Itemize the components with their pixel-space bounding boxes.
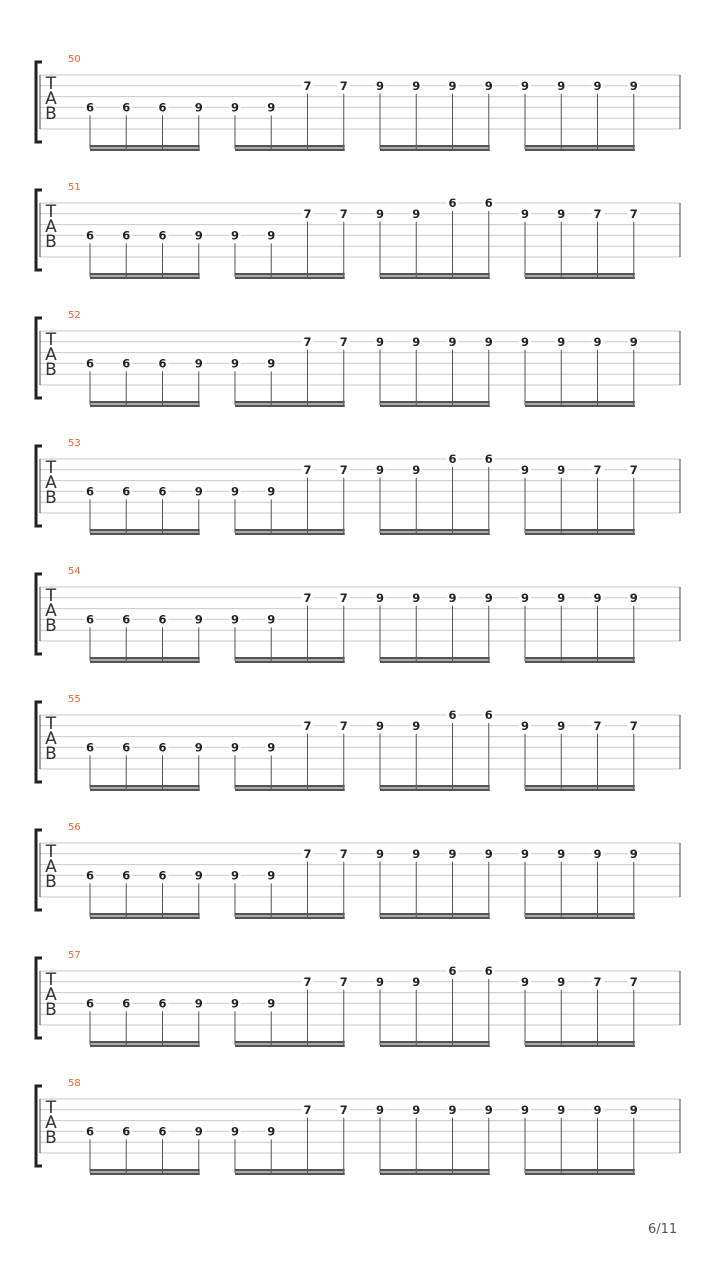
beam — [235, 661, 345, 664]
beam — [525, 405, 635, 408]
beam — [90, 913, 200, 916]
beam — [525, 785, 635, 788]
fret-number: 9 — [520, 846, 530, 861]
fret-number: 9 — [448, 1102, 457, 1117]
fret-number: 9 — [267, 356, 276, 371]
tab-clef-letter: B — [45, 1128, 57, 1148]
fret-number: 9 — [375, 974, 385, 989]
beam — [235, 273, 345, 276]
beam — [380, 273, 490, 276]
fret-number: 6 — [122, 100, 131, 115]
beam — [380, 401, 490, 404]
tab-clef-letter: T — [45, 842, 57, 862]
fret-number: 6 — [448, 196, 457, 210]
fret-number: 6 — [158, 740, 167, 755]
tab-clef-letter: T — [45, 586, 57, 606]
beam — [235, 405, 345, 408]
beam — [380, 1169, 490, 1172]
measure-number: 58 — [68, 1078, 81, 1089]
beam — [90, 405, 200, 408]
fret-number: 7 — [303, 206, 312, 221]
measure-number: 57 — [68, 950, 81, 961]
tab-clef-letter: T — [45, 970, 57, 990]
fret-number: 9 — [629, 590, 638, 605]
fret-number: 6 — [122, 484, 131, 499]
beam — [90, 1169, 200, 1172]
beam — [90, 661, 200, 664]
beam — [235, 1045, 345, 1048]
fret-number: 9 — [267, 740, 276, 755]
system-bracket — [36, 62, 42, 142]
tab-clef-letter: B — [45, 1000, 57, 1020]
beam — [525, 401, 635, 404]
measure-number: 52 — [68, 310, 81, 321]
fret-number: 9 — [557, 846, 566, 861]
fret-number: 9 — [267, 996, 276, 1011]
fret-number: 6 — [122, 228, 131, 243]
fret-number: 7 — [339, 846, 348, 861]
fret-number: 7 — [339, 78, 348, 93]
beam — [525, 789, 635, 792]
fret-number: 9 — [375, 206, 385, 221]
fret-number: 7 — [339, 1102, 348, 1117]
fret-number: 9 — [412, 974, 421, 989]
system-bracket — [36, 830, 42, 910]
tab-clef-letter: A — [45, 857, 57, 877]
fret-number: 9 — [484, 334, 493, 349]
beam — [525, 273, 635, 276]
fret-number: 9 — [593, 1102, 602, 1117]
beam — [90, 657, 200, 660]
fret-number: 9 — [412, 846, 421, 861]
fret-number: 9 — [194, 100, 203, 115]
system-bracket — [36, 1086, 42, 1166]
measure-number: 54 — [68, 566, 81, 577]
tab-system — [36, 566, 680, 663]
beam — [525, 529, 635, 532]
beam — [90, 533, 200, 536]
beam — [235, 657, 345, 660]
fret-number: 6 — [158, 228, 167, 243]
fret-number: 9 — [194, 740, 203, 755]
fret-number: 9 — [412, 718, 421, 733]
fret-number: 9 — [557, 718, 566, 733]
beam — [235, 1041, 345, 1044]
fret-number: 6 — [158, 868, 167, 883]
fret-number: 9 — [448, 78, 457, 93]
fret-number: 9 — [194, 228, 203, 243]
fret-number: 7 — [303, 334, 312, 349]
beam — [90, 273, 200, 276]
fret-number: 9 — [267, 228, 276, 243]
fret-number: 9 — [194, 868, 203, 883]
tab-system — [36, 694, 680, 791]
tab-system — [36, 310, 680, 407]
fret-number: 9 — [194, 1124, 203, 1139]
fret-number: 9 — [448, 590, 457, 605]
tab-system — [36, 438, 680, 535]
beam — [380, 149, 490, 152]
fret-number: 6 — [122, 868, 131, 883]
fret-number: 9 — [593, 846, 602, 861]
fret-number: 9 — [520, 462, 530, 477]
fret-number: 9 — [194, 612, 203, 627]
tab-clef-letter: T — [45, 714, 57, 734]
fret-number: 6 — [448, 452, 457, 466]
fret-number: 9 — [448, 846, 457, 861]
fret-number: 9 — [593, 334, 602, 349]
tab-clef-letter: T — [45, 74, 57, 94]
fret-number: 6 — [122, 996, 131, 1011]
beam — [380, 1173, 490, 1176]
fret-number: 6 — [158, 356, 167, 371]
fret-number: 7 — [303, 974, 312, 989]
fret-number: 6 — [484, 708, 493, 722]
measure-number: 53 — [68, 438, 81, 449]
beam — [235, 277, 345, 280]
tab-clef-letter: A — [45, 729, 57, 749]
measure-number: 51 — [68, 182, 81, 193]
fret-number: 7 — [339, 334, 348, 349]
fret-number: 9 — [230, 740, 240, 755]
fret-number: 9 — [267, 612, 276, 627]
beam — [90, 1173, 200, 1176]
fret-number: 9 — [629, 78, 638, 93]
tab-clef-letter: B — [45, 872, 57, 892]
fret-number: 9 — [557, 1102, 566, 1117]
fret-number: 9 — [520, 334, 530, 349]
fret-number: 9 — [230, 100, 240, 115]
beam — [90, 145, 200, 148]
system-bracket — [36, 574, 42, 654]
fret-number: 9 — [375, 462, 385, 477]
fret-number: 9 — [557, 974, 566, 989]
fret-number: 9 — [267, 484, 276, 499]
beam — [235, 149, 345, 152]
fret-number: 6 — [122, 356, 131, 371]
fret-number: 6 — [158, 484, 167, 499]
beam — [90, 401, 200, 404]
beam — [380, 1041, 490, 1044]
beam — [380, 785, 490, 788]
fret-number: 9 — [412, 206, 421, 221]
beam — [235, 917, 345, 920]
tab-clef-letter: T — [45, 1098, 57, 1118]
tab-system — [36, 182, 680, 279]
fret-number: 9 — [520, 974, 530, 989]
fret-number: 9 — [230, 996, 240, 1011]
fret-number: 9 — [520, 718, 530, 733]
system-bracket — [36, 190, 42, 270]
fret-number: 6 — [85, 868, 95, 883]
fret-number: 9 — [267, 100, 276, 115]
fret-number: 7 — [629, 974, 638, 989]
fret-number: 6 — [85, 612, 95, 627]
tab-clef-letter: T — [45, 202, 57, 222]
fret-number: 9 — [484, 78, 493, 93]
beam — [380, 1045, 490, 1048]
fret-number: 9 — [194, 356, 203, 371]
fret-number: 9 — [412, 78, 421, 93]
fret-number: 9 — [230, 868, 240, 883]
fret-number: 9 — [520, 206, 530, 221]
beam — [525, 533, 635, 536]
fret-number: 9 — [484, 846, 493, 861]
beam — [380, 789, 490, 792]
beam — [235, 1173, 345, 1176]
fret-number: 6 — [85, 484, 95, 499]
fret-number: 9 — [557, 462, 566, 477]
fret-number: 6 — [158, 996, 167, 1011]
fret-number: 7 — [593, 206, 602, 221]
fret-number: 6 — [158, 100, 167, 115]
page-number: 6/11 — [648, 1222, 678, 1237]
beam — [235, 401, 345, 404]
tab-system — [36, 822, 680, 919]
fret-number: 6 — [85, 1124, 95, 1139]
beam — [235, 789, 345, 792]
tab-clef-letter: B — [45, 232, 57, 252]
beam — [90, 917, 200, 920]
beam — [525, 145, 635, 148]
fret-number: 6 — [122, 740, 131, 755]
fret-number: 9 — [375, 1102, 385, 1117]
tab-clef-letter: T — [45, 458, 57, 478]
tab-system — [36, 54, 680, 151]
system-bracket — [36, 318, 42, 398]
tab-clef-letter: B — [45, 104, 57, 124]
beam — [525, 657, 635, 660]
beam — [90, 529, 200, 532]
tab-clef-letter: A — [45, 1113, 57, 1133]
fret-number: 6 — [85, 228, 95, 243]
tab-clef-letter: B — [45, 360, 57, 380]
tab-clef-letter: A — [45, 985, 57, 1005]
fret-number: 9 — [629, 334, 638, 349]
beam — [380, 405, 490, 408]
tab-clef-letter: B — [45, 488, 57, 508]
beam — [525, 1173, 635, 1176]
system-bracket — [36, 446, 42, 526]
fret-number: 9 — [520, 78, 530, 93]
tab-clef-letter: B — [45, 744, 57, 764]
fret-number: 9 — [593, 78, 602, 93]
fret-number: 6 — [158, 612, 167, 627]
fret-number: 9 — [557, 334, 566, 349]
tab-clef-letter: T — [45, 330, 57, 350]
beam — [235, 533, 345, 536]
fret-number: 7 — [339, 718, 348, 733]
beam — [90, 1041, 200, 1044]
fret-number: 7 — [339, 206, 348, 221]
measure-number: 56 — [68, 822, 81, 833]
beam — [380, 657, 490, 660]
fret-number: 9 — [375, 590, 385, 605]
fret-number: 7 — [303, 718, 312, 733]
fret-number: 9 — [520, 590, 530, 605]
tab-system — [36, 1078, 680, 1175]
fret-number: 9 — [484, 1102, 493, 1117]
fret-number: 9 — [557, 590, 566, 605]
beam — [380, 277, 490, 280]
beam — [235, 785, 345, 788]
fret-number: 9 — [267, 1124, 276, 1139]
beam — [90, 785, 200, 788]
fret-number: 9 — [375, 718, 385, 733]
beam — [235, 145, 345, 148]
beam — [235, 1169, 345, 1172]
measure-number: 50 — [68, 54, 81, 65]
fret-number: 6 — [484, 196, 493, 210]
fret-number: 6 — [448, 964, 457, 978]
fret-number: 7 — [303, 590, 312, 605]
fret-number: 9 — [412, 1102, 421, 1117]
fret-number: 9 — [194, 996, 203, 1011]
beam — [525, 661, 635, 664]
fret-number: 9 — [230, 228, 240, 243]
fret-number: 6 — [85, 740, 95, 755]
fret-number: 9 — [448, 334, 457, 349]
beam — [235, 529, 345, 532]
fret-number: 6 — [122, 612, 131, 627]
beam — [525, 1169, 635, 1172]
system-bracket — [36, 702, 42, 782]
fret-number: 9 — [267, 868, 276, 883]
tab-system — [36, 950, 680, 1047]
tab-clef-letter: A — [45, 601, 57, 621]
beam — [380, 533, 490, 536]
fret-number: 9 — [230, 484, 240, 499]
fret-number: 9 — [629, 1102, 638, 1117]
tab-clef-letter: B — [45, 616, 57, 636]
fret-number: 9 — [375, 78, 385, 93]
system-bracket — [36, 958, 42, 1038]
beam — [90, 789, 200, 792]
fret-number: 7 — [593, 462, 602, 477]
fret-number: 7 — [303, 78, 312, 93]
beam — [380, 529, 490, 532]
fret-number: 9 — [557, 206, 566, 221]
tab-clef-letter: A — [45, 473, 57, 493]
beam — [90, 149, 200, 152]
fret-number: 7 — [303, 1102, 312, 1117]
fret-number: 9 — [230, 612, 240, 627]
beam — [525, 1041, 635, 1044]
fret-number: 9 — [629, 846, 638, 861]
fret-number: 9 — [412, 590, 421, 605]
beam — [380, 145, 490, 148]
fret-number: 7 — [339, 590, 348, 605]
fret-number: 6 — [85, 100, 95, 115]
fret-number: 9 — [412, 334, 421, 349]
fret-number: 6 — [85, 356, 95, 371]
fret-number: 9 — [375, 846, 385, 861]
beam — [235, 913, 345, 916]
tab-clef-letter: A — [45, 345, 57, 365]
fret-number: 9 — [230, 356, 240, 371]
fret-number: 7 — [593, 974, 602, 989]
fret-number: 6 — [158, 1124, 167, 1139]
fret-number: 6 — [484, 452, 493, 466]
tab-clef-letter: A — [45, 217, 57, 237]
beam — [525, 277, 635, 280]
fret-number: 7 — [629, 462, 638, 477]
fret-number: 9 — [484, 590, 493, 605]
fret-number: 7 — [303, 462, 312, 477]
fret-number: 7 — [629, 718, 638, 733]
fret-number: 9 — [194, 484, 203, 499]
fret-number: 7 — [339, 462, 348, 477]
fret-number: 9 — [520, 1102, 530, 1117]
beam — [380, 661, 490, 664]
fret-number: 9 — [593, 590, 602, 605]
measure-number: 55 — [68, 694, 81, 705]
fret-number: 7 — [339, 974, 348, 989]
beam — [380, 917, 490, 920]
fret-number: 9 — [375, 334, 385, 349]
beam — [380, 913, 490, 916]
beam — [525, 1045, 635, 1048]
beam — [525, 917, 635, 920]
fret-number: 6 — [122, 1124, 131, 1139]
fret-number: 9 — [557, 78, 566, 93]
fret-number: 9 — [412, 462, 421, 477]
fret-number: 7 — [629, 206, 638, 221]
tab-clef-letter: A — [45, 89, 57, 109]
beam — [90, 1045, 200, 1048]
beam — [525, 913, 635, 916]
fret-number: 6 — [85, 996, 95, 1011]
beam — [525, 149, 635, 152]
beam — [90, 277, 200, 280]
fret-number: 7 — [593, 718, 602, 733]
fret-number: 6 — [484, 964, 493, 978]
fret-number: 6 — [448, 708, 457, 722]
fret-number: 9 — [230, 1124, 240, 1139]
fret-number: 7 — [303, 846, 312, 861]
